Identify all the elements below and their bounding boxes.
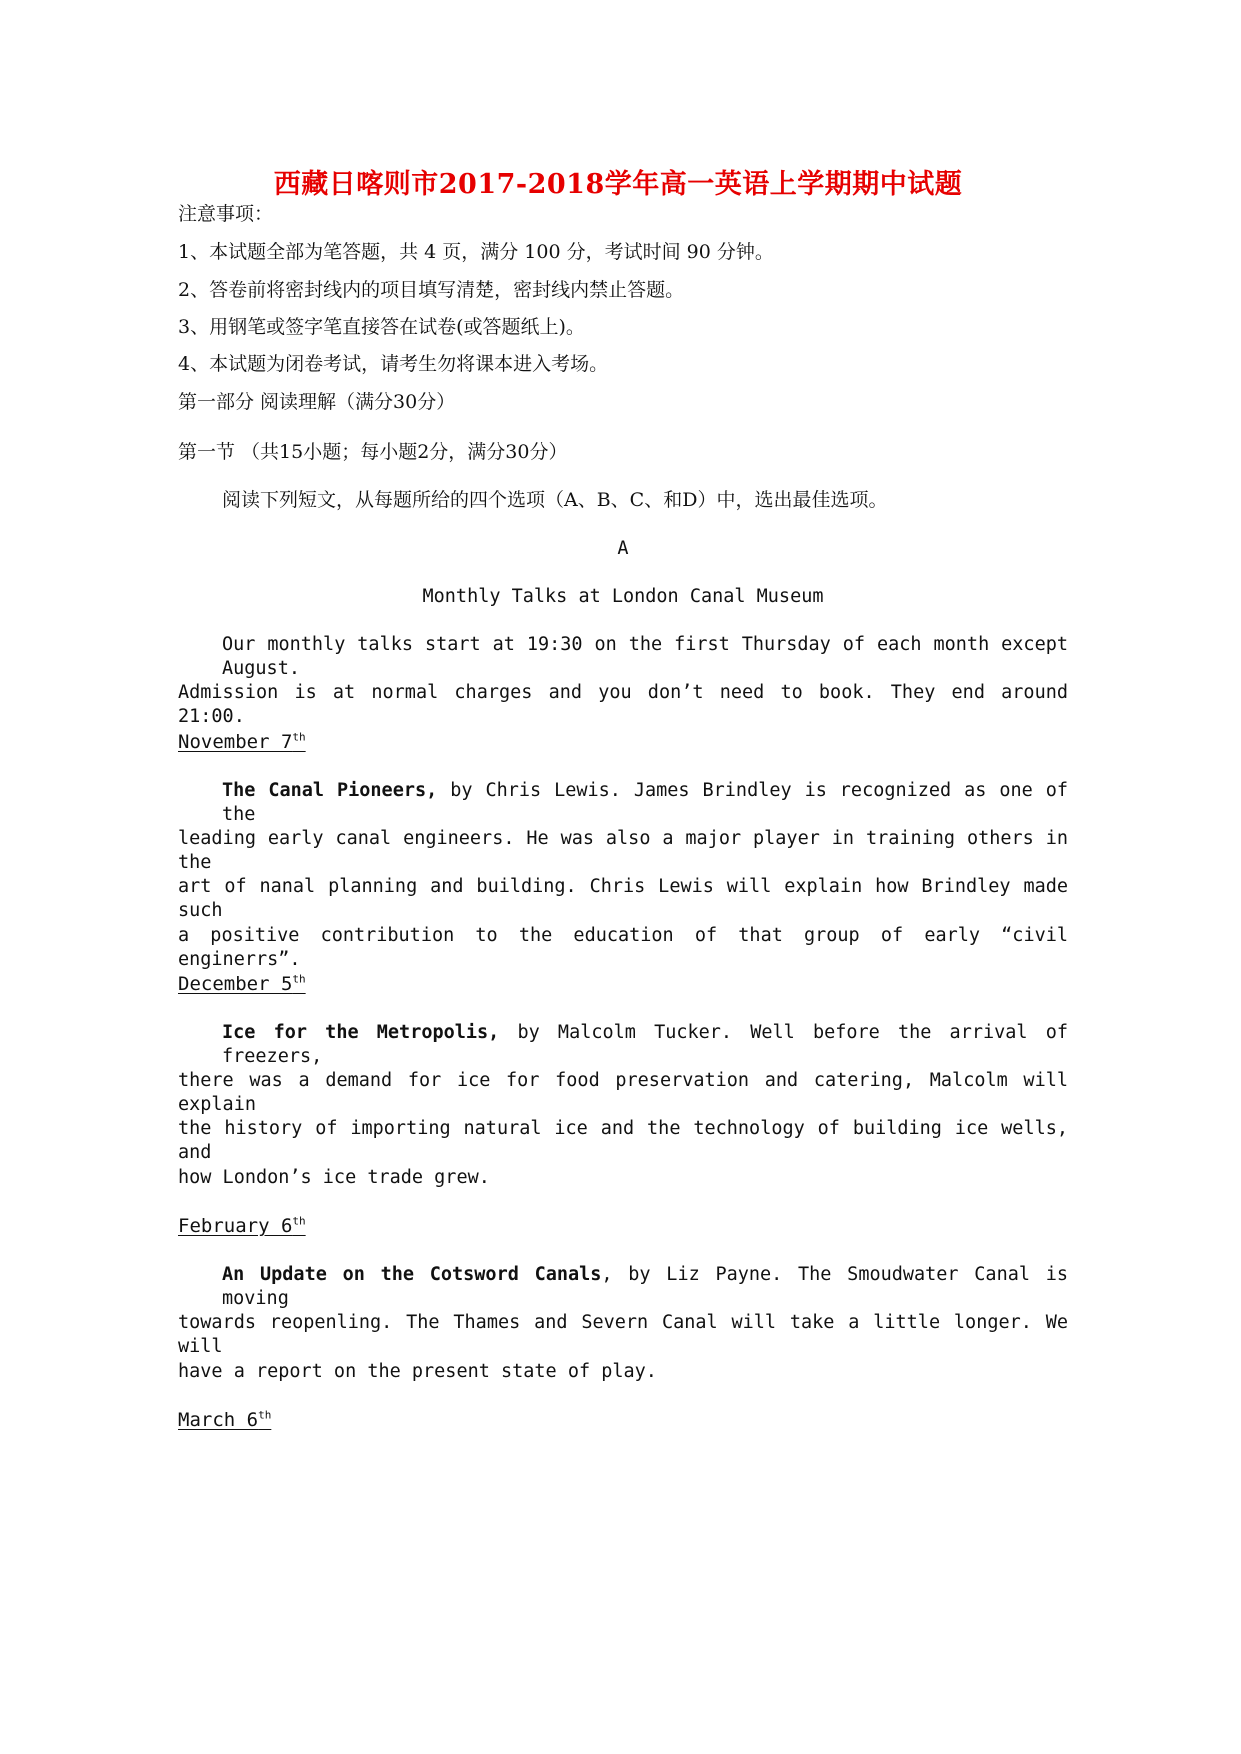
talk-line: a positive contribution to the education of that group of early “civil enginerrs”.: [178, 925, 1068, 970]
notice-item: 2、答卷前将密封线内的项目填写清楚，密封线内禁止答题。: [178, 279, 685, 301]
intro-line: Our monthly talks start at 19:30 on the first Thursday of each month except August.: [222, 634, 1068, 679]
talk-date: February 6th: [178, 1214, 306, 1237]
talk-line: Ice for the Metropolis, by Malcolm Tucker. Well before the arrival of freezers,: [222, 1022, 1068, 1067]
talk-title: Ice for the Metropolis,: [222, 1022, 500, 1043]
passage-heading: Monthly Talks at London Canal Museum: [422, 586, 824, 607]
talk-title: The Canal Pioneers,: [222, 780, 438, 801]
talk-title: An Update on the Cotsword Canals: [222, 1264, 602, 1285]
talk-line: have a report on the present state of play.: [178, 1361, 657, 1382]
intro-line: Admission is at normal charges and you don’t need to book. They end around 21:00.: [178, 682, 1068, 727]
talk-line: towards reopenling. The Thames and Severn Canal will take a little longer. We will: [178, 1312, 1068, 1357]
talk-line: leading early canal engineers. He was also a major player in training others in the: [178, 828, 1068, 873]
notice-heading: 注意事项：: [178, 203, 274, 225]
talk-line: how London’s ice trade grew.: [178, 1167, 490, 1188]
instruction-text: 阅读下列短文，从每题所给的四个选项（A、B、C、和D）中，选出最佳选项。: [222, 489, 888, 511]
talk-date: November 7th: [178, 730, 306, 753]
notice-item: 4、本试题为闭卷考试，请考生勿将课本进入考场。: [178, 353, 609, 375]
notice-item: 1、本试题全部为笔答题，共 4 页，满分 100 分，考试时间 90 分钟。: [178, 241, 774, 263]
talk-date: March 6th: [178, 1408, 272, 1431]
talk-line: art of nanal planning and building. Chris Lewis will explain how Brindley made such: [178, 876, 1068, 921]
exam-title: 西藏日喀则市2017-2018学年高一英语上学期期中试题: [273, 169, 963, 200]
talk-date: December 5th: [178, 972, 306, 995]
talk-line: The Canal Pioneers, by Chris Lewis. James Brindley is recognized as one of the: [222, 780, 1069, 825]
part-one-heading: 第一部分 阅读理解（满分30分）: [178, 391, 456, 413]
notice-item: 3、用钢笔或签字笔直接答在试卷(或答题纸上)。: [178, 316, 585, 338]
talk-line: An Update on the Cotsword Canals, by Liz Payne. The Smoudwater Canal is moving: [222, 1264, 1068, 1309]
section-one-heading: 第一节 （共15小题；每小题2分，满分30分）: [178, 441, 568, 463]
talk-line: there was a demand for ice for food preservation and catering, Malcolm will explain: [178, 1070, 1068, 1115]
talk-line: the history of importing natural ice and the technology of building ice wells, and: [178, 1118, 1068, 1163]
passage-letter: A: [617, 538, 629, 559]
